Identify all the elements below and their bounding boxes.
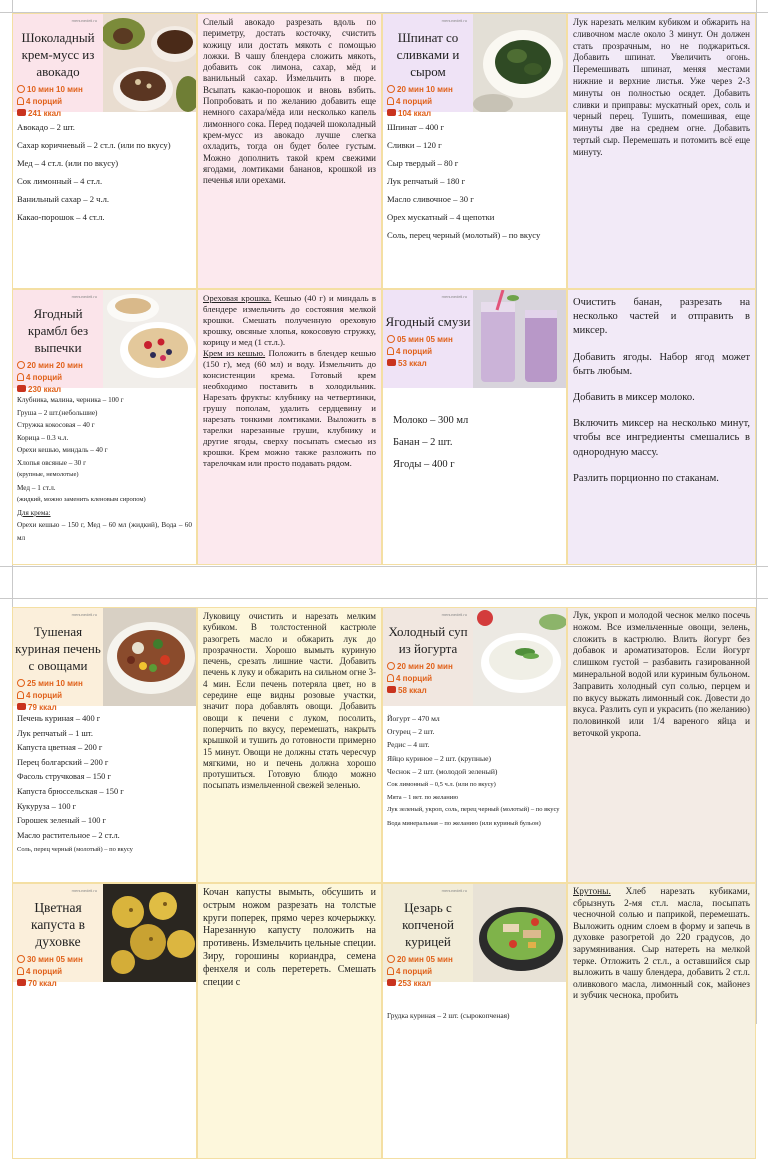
ingredient: Перец болгарский – 200 г [17, 757, 109, 767]
cut-line-mid-1 [0, 566, 768, 567]
portions: 4 порций [26, 97, 63, 106]
ingredient: Сахар коричневый – 2 ст.л. (или по вкусу) [17, 140, 171, 150]
site-name: menunedeli.ru [441, 888, 467, 893]
row-3 [12, 607, 756, 883]
ingredient: Сыр твердый – 80 г [387, 158, 459, 168]
time: 30 мин 05 мин [27, 955, 83, 964]
steps-text: Положить в блендер кешью (150 г), мед (60 мл) и воду. Измельчить до консистенции крема. Готовый крем необходимо поставить в холодильник. Нарезать фрукты: клубнику на четвертинки, грушу пополам, удалить сердцевину и нарезать тонкими ломтиками. Выложить в тарелки нарезанные груши, клубнику и другие ягоды, сверху посыпать смесью из крошки. Крем можно также разложить по тарелочкам или просто подавать рядом. [203, 348, 376, 468]
ingredients-list [383, 706, 566, 829]
step: Добавить в миксер молоко. [573, 392, 695, 404]
site-name: menunedeli.ru [441, 294, 467, 299]
recipe-photo [103, 884, 196, 982]
time: 20 мин 20 мин [27, 361, 83, 370]
ingredient: Сливки – 120 г [387, 140, 442, 150]
recipe-title: Холодный суп из йогурта [388, 624, 468, 656]
portions: 4 порций [26, 691, 63, 700]
row-1 [12, 13, 756, 289]
recipe-title: Тушеная куриная печень с овощами [15, 624, 101, 673]
recipe-steps: Спелый авокадо разрезать вдоль по периметру, достать косточку, счистить кожицу или достать мякоть с помощью ложки. В чашу блендера сложить мякоть, добавить сок лимона, сахар, мёд и ванильный сахар. Измельчить в пюре. Всыпать какао-порошок и вновь взбить. Попробовать и по желанию добавить еще немного сахара/мёда или несколько капель лимонного сока. Перед подачей шоколадный крем-мусс из авокадо лучше слегка охладить, тогда он будет более густым. Можно дополнить такой крем свежими ягодами, ломтиками бананов, крошкой из печенья или орехами. [203, 17, 376, 186]
person-icon [387, 97, 394, 105]
ingredient: Хлопья овсяные – 30 г [17, 458, 87, 467]
step: Включить миксер на несколько минут, чтобы все ингредиенты смешались в однородную массу. [573, 418, 750, 458]
ingredients-list [383, 112, 566, 241]
steps-heading: Крем из кешью. [203, 348, 266, 358]
portions: 4 порций [396, 97, 433, 106]
kcal: 253 ккал [398, 979, 432, 988]
recipe-photo [103, 608, 196, 706]
recipe-label [13, 290, 103, 394]
recipe-photo [473, 884, 566, 982]
time: 20 мин 10 мин [397, 85, 453, 94]
site-name: menunedeli.ru [71, 888, 97, 893]
person-icon [17, 967, 24, 975]
kcal-icon [387, 686, 396, 693]
ingredient: Шпинат – 400 г [387, 122, 444, 132]
recipe-card-smoothie [382, 289, 567, 565]
portions: 4 порций [26, 373, 63, 382]
kcal: 230 ккал [28, 385, 62, 394]
recipe-title: Шоколадный крем-мусс из авокадо [21, 30, 95, 79]
recipe-steps: Луковицу очистить и нарезать мелким кубиком. В толстостенной кастрюле разогреть масло и обжарить лук до прозрачности. Хорошо вымыть куриную печень, срезать лишние части. Добавить печень к луку и обжарить на сильном огне 3-4 мин. Если печень потеряла цвет, но в середине еще видны розовые участки, значит пора добавлять овощи. Добавить овощи к печени с луком, посолить, поперчить по вкусу, перемешать, накрыть крышкой и тушить до готовности примерно 15 минут. Овощи не должны стать чересчур мягкими, но и печень должна хорошо протушиться. Готовую блюдо можно посыпать измельченной свежей зеленью. [203, 611, 376, 791]
recipe-steps [568, 884, 755, 1006]
recipe-title: Ягодный крамбл без выпечки [27, 306, 89, 355]
ingredient: Корица – 0.3 ч.л. [17, 433, 69, 442]
ingredient: Сок лимонный – 4 ст.л. [17, 176, 103, 186]
ingredient: Ванильный сахар – 2 ч.л. [17, 194, 110, 204]
recipe-steps: Лук, укроп и молодой чеснок мелко посечь ножом. Все измельченные овощи, зелень, сложить в кастрюлю. Влить йогурт без добавок и ароматизаторов. Если йогурт слишком густой – разбавить газированной минеральной водой или куриным бульоном. Заправить холодный суп солью, перцем и по вкусу выжать лимонный сок. Довести до вкуса. Разлить суп и украсить (по желанию) половинкой или 1/4 вареного яйца и веточкой укропа. [573, 611, 750, 739]
recipe-steps [568, 290, 755, 489]
recipe-card-cauliflower [12, 883, 197, 1159]
recipe-photo [473, 14, 566, 112]
ingredient: Орехи кешью – 150 г, Мед – 60 мл (жидкий), Вода – 60 мл [17, 521, 192, 542]
ingredient: Редис – 4 шт. [387, 740, 430, 750]
ingredient: Вода минеральная – по желанию (или куриный бульон) [387, 820, 541, 828]
recipe-label [13, 884, 103, 988]
ingredient: Грудка куриная – 2 шт. (сырокопченая) [387, 1011, 510, 1020]
row-2 [12, 289, 756, 565]
steps-liver [197, 607, 382, 883]
site-name: menunedeli.ru [71, 612, 97, 617]
kcal: 79 ккал [28, 703, 57, 712]
cut-line-mid-2 [0, 598, 768, 599]
kcal-icon [17, 385, 26, 392]
steps-caesar [567, 883, 756, 1159]
recipe-meta [385, 661, 471, 697]
recipe-title: Цезарь с копченой курицей [402, 900, 454, 949]
clock-icon [17, 361, 25, 369]
recipe-title: Шпинат со сливками и сыром [396, 30, 460, 79]
ingredients-list [383, 388, 566, 476]
ingredient: Орехи кешью, миндаль – 40 г [17, 446, 108, 454]
step: Добавить ягоды. Набор ягод может быть любым. [573, 351, 750, 377]
portions: 4 порций [396, 674, 433, 683]
kcal-icon [17, 109, 26, 116]
clock-icon [17, 679, 25, 687]
recipe-title: Ягодный смузи [385, 314, 471, 329]
site-name: menunedeli.ru [441, 18, 467, 23]
ingredient: Банан – 2 шт. [393, 437, 453, 448]
ingredient: Лук зеленый, укроп, соль, перец черный (молотый) – по вкусу [387, 806, 560, 814]
ingredient: Сок лимонный – 0,5 ч.л. (или по вкусу) [387, 781, 496, 789]
ingredient: Ягоды – 400 г [393, 459, 455, 470]
steps-text: Хлеб нарезать кубиками, сбрызнуть 2-мя ст.л. масла, посыпать чесночной солью и паприкой, перемешать. Выложить одним слоем в форму и запечь в духовке разогретой до 220 градусов, до зарумянивания. Сыр натереть на мелкой терке. Отложить 2 ст.л., а оставшийся сыр выложить в чашу блендера, добавить 2 ст.л. оливкового масла, лимонный сок, майонез и зубчик чеснока, пробить [573, 887, 750, 1002]
ingredient: Мед – 4 ст.л. (или по вкусу) [17, 158, 119, 168]
clock-icon [17, 85, 25, 93]
ingredient: Кукуруза – 100 г [17, 801, 77, 811]
time: 20 мин 05 мин [397, 955, 453, 964]
recipe-steps: Лук нарезать мелким кубиком и обжарить на сливочном масле около 3 минут. Он должен стать прозрачным, но не поджариться. Добавить шпинат. Увеличить огонь. Перемешивать шпинат, меняя местами нижние и верхние листья. Уже через 2-3 минуты он полностью осядет. Добавить сливки и приправы: мускатный орех, соль и черный перец. Тушить, помешивая, еще минуты две на среднем огне. Добавить тертый сыр. Перемешать и потомить всё еще минуту. [573, 17, 750, 157]
portions: 4 порций [396, 347, 433, 356]
step: Разлить порционно по стаканам. [573, 472, 719, 484]
ingredient: Чеснок – 2 шт. (молодой зеленый) [387, 766, 498, 776]
recipe-label [383, 884, 473, 988]
ingredient: Печень куриная – 400 г [17, 714, 101, 723]
ingredient: Авокадо – 2 шт. [17, 122, 75, 132]
ingredient-note: (жидкий, можно заменить кленовым сиропом) [17, 496, 146, 503]
recipe-label [383, 14, 473, 118]
ingredient: Соль, перец черный (молотый) – по вкусу [387, 230, 541, 240]
person-icon [387, 347, 394, 355]
ingredients-list [13, 388, 196, 544]
steps-heading: Крутоны. [573, 887, 611, 897]
recipe-card-spinach [382, 13, 567, 289]
ingredient-section: Для крема: [17, 508, 51, 517]
steps-spinach [567, 13, 756, 289]
time: 25 мин 10 мин [27, 679, 83, 688]
ingredient: Фасоль стручковая – 150 г [17, 772, 111, 782]
kcal: 58 ккал [398, 686, 427, 695]
time: 10 мин 10 мин [27, 85, 83, 94]
person-icon [17, 691, 24, 699]
recipe-card-caesar [382, 883, 567, 1159]
recipe-meta [15, 678, 101, 714]
person-icon [387, 674, 394, 682]
kcal: 70 ккал [28, 979, 57, 988]
recipe-photo [103, 290, 196, 388]
ingredient: Лук репчатый – 180 г [387, 176, 466, 186]
kcal-icon [387, 109, 396, 116]
recipe-meta [385, 954, 471, 990]
person-icon [17, 97, 24, 105]
ingredient: Груша – 2 шт.(небольшие) [17, 408, 98, 417]
steps-smoothie [567, 289, 756, 565]
person-icon [387, 967, 394, 975]
recipe-title: Цветная капуста в духовке [31, 900, 85, 949]
site-name: menunedeli.ru [71, 18, 97, 23]
kcal-icon [17, 979, 26, 986]
ingredients-list [13, 112, 196, 226]
time: 05 мин 05 мин [397, 335, 453, 344]
ingredient: Молоко – 300 мл [393, 415, 469, 426]
clock-icon [387, 955, 395, 963]
steps-avocado [197, 13, 382, 289]
ingredient: Капуста цветная – 200 г [17, 743, 103, 753]
ingredient: Соль, перец черный (молотый) – по вкусу [17, 846, 133, 854]
recipe-meta [15, 954, 101, 990]
portions: 4 порций [26, 967, 63, 976]
row-4 [12, 883, 756, 1159]
ingredient: Стружка кокосовая – 40 г [17, 421, 95, 429]
clock-icon [387, 335, 395, 343]
kcal: 104 ккал [398, 109, 432, 118]
steps-heading: Ореховая крошка. [203, 293, 272, 303]
recipe-meta [15, 84, 101, 120]
recipe-photo [473, 290, 566, 388]
ingredient: Масло растительное – 2 ст.л. [17, 830, 120, 840]
top-section [12, 13, 756, 565]
ingredient: Йогурт – 470 мл [387, 714, 440, 723]
recipe-label [383, 608, 473, 706]
site-name: menunedeli.ru [71, 294, 97, 299]
recipe-label [383, 290, 473, 388]
recipe-meta [15, 360, 101, 396]
recipe-card-liver [12, 607, 197, 883]
recipe-photo [473, 608, 566, 706]
clock-icon [387, 662, 395, 670]
recipe-steps: Кочан капусты вымыть, обсушить и острым ножом разрезать на толстые круги поперек, прямо через кочерыжку. Нарезанную капусту положить на противень. Измельчить цельные специи. Зиру, горошины кориандра, семена фенхеля и соль перетереть. Смешать специи с [203, 887, 376, 988]
ingredient: Какао-порошок – 4 ст.л. [17, 212, 105, 222]
recipe-label [13, 608, 103, 712]
ingredient: Масло сливочное – 30 г [387, 194, 474, 204]
ingredient: Клубника, малина, черника – 100 г [17, 396, 124, 404]
kcal-icon [387, 359, 396, 366]
recipe-meta [385, 334, 471, 370]
kcal-icon [387, 979, 396, 986]
recipe-steps [198, 290, 381, 472]
person-icon [17, 373, 24, 381]
steps-text: Кешью (40 г) и миндаль в блендере измельчить до состояния мелкой крошки. Смешать полученную ореховую крошку, овсяные хлопья, кокосовую стружку, корицу и мед (1 ст.л.). [203, 293, 376, 347]
recipe-meta [385, 84, 471, 120]
recipe-card-yogurt-soup [382, 607, 567, 883]
clock-icon [17, 955, 25, 963]
ingredient: Мята – 1 вет. по желанию [387, 794, 459, 802]
recipe-card-avocado [12, 13, 197, 289]
kcal: 241 ккал [28, 109, 62, 118]
recipe-label [13, 14, 103, 118]
steps-cauliflower [197, 883, 382, 1159]
ingredient: Яйцо куриное – 2 шт. (крупные) [387, 753, 491, 763]
ingredient: Мед – 1 ст.л. [17, 483, 56, 492]
portions: 4 порций [396, 967, 433, 976]
steps-crumble [197, 289, 382, 565]
ingredient: Горошек зеленый – 100 г [17, 816, 106, 826]
steps-yogurt-soup [567, 607, 756, 883]
kcal-icon [17, 703, 26, 710]
ingredient: Огурец – 2 шт. [387, 727, 435, 737]
ingredient-note: (крупные, немолотые) [17, 471, 79, 478]
recipe-card-crumble [12, 289, 197, 565]
clock-icon [387, 85, 395, 93]
ingredient: Капуста брюссельская – 150 г [17, 786, 124, 796]
step: Очистить банан, разрезать на несколько частей и отправить в миксер. [573, 297, 750, 337]
site-name: menunedeli.ru [441, 612, 467, 617]
bottom-section [12, 607, 756, 1159]
ingredients-list [13, 706, 196, 858]
ingredient: Лук репчатый – 1 шт. [17, 728, 93, 738]
kcal: 53 ккал [398, 359, 427, 368]
time: 20 мин 20 мин [397, 662, 453, 671]
cut-line-right [756, 0, 757, 1024]
recipe-photo [103, 14, 196, 112]
ingredient: Орех мускатный – 4 щепотки [387, 212, 495, 222]
